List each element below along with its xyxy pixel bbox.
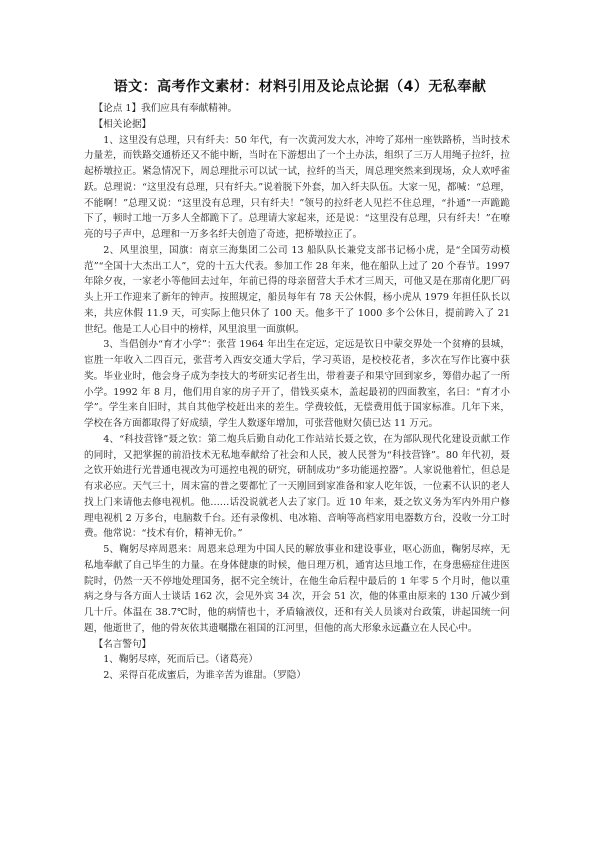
quote-1: 1、鞠躬尽瘁，死而后已。（诸葛亮） bbox=[103, 654, 258, 666]
quotes-heading: 【名言警句】 bbox=[93, 638, 152, 650]
document-body bbox=[84, 101, 510, 684]
argument-paragraph-4: 4、“科技营锋”聂之钦：第二炮兵后勤自动化工作站站长聂之钦，在为部队现代化建设贡献工作的同时，又把掌握的前沿技术无私地奉献给了社会和人民，被人民誉为“科技营锋”。80 年代初，聂之钦开始进行光普通电视改为可遥控电视的研究，研制成功“多功能遥控器”。人家说他着忙，但总是有求必应。天气三十，周末富的普之要都忙了一天刚回到家准备和家人吃年饭，一位素不认识的老人找上门来请他去修电视机。他……话没说就老人去了家门。近 10 年来，聂之钦义务为军内外用户修理电视机 2 万多台，电脑数千台。还有录像机、电冰箱、音响等高档家用电器数方台，没收一分工时费。他常说：“技术有价，精神无价。” bbox=[84, 433, 510, 540]
quote-2: 2、采得百花成蜜后，为谁辛苦为谁甜。（罗隐） bbox=[103, 670, 306, 681]
argument-paragraph-1: 1、这里没有总理，只有纤夫：50 年代，有一次黄河发大水，冲垮了郑州一座铁路桥，当时技术力量差，而铁路交通桥还又不能中断，当时在下游想出了一个土办法，组织了三万人用绳子拉纤，拉起桥墩拉正。紧急情况下，周总理批示可以试一试，拉纤的当天，周总理突然来到现场，众人欢呼雀跃。总理说：“这里没有总理，只有纤夫。”说着脱下外套，加入纤夫队伍。大家一见，都喊：“总理，不能啊！”总理又说：“这里没有总理，只有纤夫！”领号的拉纤老人见拦不住总理，“扑通”一声跪跪下了，顿时工地一万多人全都跪下了。总理请大家起来，还是说：“这里没有总理，只有纤夫！”在嘹亮的号子声中，总理和一万多名纤夫创造了奇迹，把桥墩拉正了。 bbox=[84, 134, 510, 240]
argument-paragraph-2: 2、风里浪里，国旗：南京三海集团二公司 13 船队队长兼党支部书记杨小虎，是“全国劳动模范”“全国十大杰出工人”，党的十五大代表。参加工作 28 年来，他在船队上过了 20 个春节。1997 年除夕夜，一家老小等他回去过年，年前已得的母亲留营大手术才三周天，可他又是在那南化肥厂码头上开工作迎来了新年的钟声。按照规定，船员每年有 78 天公休假，杨小虎从 1979 年担任队长以来，共应休假 11.9 天，可实际上他只休了 100 天。他多干了 1000 多个公休日，提前跨入了 21 世纪。他是工人心目中的榜样，风里浪里一面旗帜。 bbox=[84, 244, 510, 335]
document-title: 语文：高考作文素材：材料引用及论点论据（4）无私奉献 bbox=[113, 79, 487, 95]
argument-paragraph-3: 3、当倡创办“育才小学”：张营 1964 年出生在定远，定远是钦日中蒙交界处一个贫瘠的县城，宦胜一年收入二四百元，张营考入西安交通大学后，学习英语，是校校花者，多次在写作比赛中获奖。毕业业时，他会身子成为李技大的考研实记者生出，带着妻子和果守回到家乡，筹借办起了一所小学。1992 年 8 月，他们用自家的房子开了，借钱买桌木，盖起最初的四面教室，名曰：“育才小学”。学生来自旧时，其自其他学校赶出来的差生。学费较低，无偿费用低于国家标准。几年下来，学校在各方面都取得了好成绩，学生人数逐年增加，可张营他财欠债已达 11 万元。 bbox=[84, 339, 510, 429]
thesis-heading: 【论点 1】我们应具有奉献精神。 bbox=[93, 103, 238, 114]
arguments-heading: 【相关论据】 bbox=[93, 118, 152, 130]
argument-paragraph-5: 5、鞠躬尽瘁周恩来：周恩来总理为中国人民的解放事业和建设事业，呕心沥血，鞠躬尽瘁，无私地奉献了自己毕生的力量。在身体健康的时候，他日理万机，通宵达旦地工作，在身患癌症住进医院时，仍然一天不停地处理国务，据不完全统计，在他生命后程中最后的 1 年零 5 个月时，他以重病之身与各方面人士谈话 162 次，会见外宾 34 次，开会 51 次，他的体重由原来的 130 斤减少到几十斤。体温在 38.7℃时，他的病情也十，矛盾输液仪，还和有关人员谈对台政策，讲起国统一问题，他逝世了，他的骨灰依其遗嘱撒在祖国的江河里，但他的高大形象永远矗立在人民心中。 bbox=[84, 544, 510, 634]
